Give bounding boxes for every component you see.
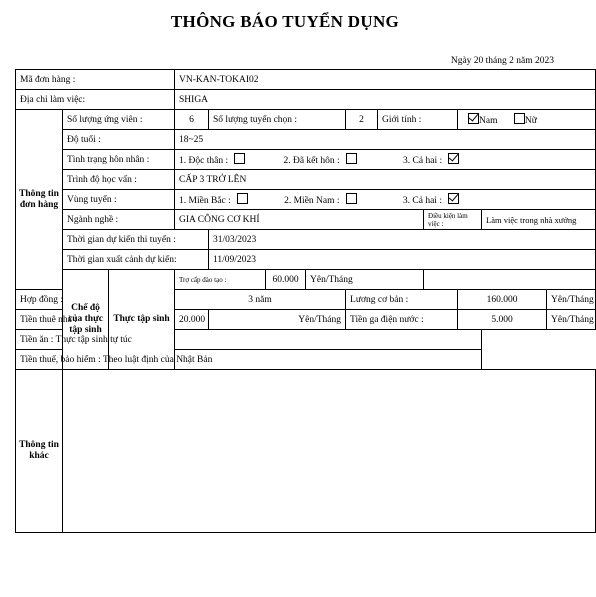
- gender-female: Nữ: [524, 116, 537, 126]
- candidates-label: Số lượng ứng viên :: [63, 110, 175, 130]
- marital-opt1: 1. Độc thân :: [179, 156, 229, 166]
- section-order-info: Thông tin đơn hàng: [16, 110, 63, 290]
- allowance-value: 60.000: [266, 270, 306, 290]
- allowance-label: Trợ cấp đào tạo :: [175, 270, 266, 290]
- food-text: Tiền ăn : Thực tập sinh tự túc: [16, 330, 482, 350]
- age-label: Độ tuổi :: [63, 130, 175, 150]
- checkbox-checked-icon[interactable]: [448, 153, 459, 164]
- condition-value: Làm việc trong nhà xưởng: [482, 210, 596, 230]
- selected-value: 2: [346, 110, 378, 130]
- checkbox-icon[interactable]: [346, 153, 357, 164]
- condition-label: Điều kiện làm việc :: [424, 210, 482, 230]
- checkbox-icon[interactable]: [237, 193, 248, 204]
- contract-label: Hợp đồng :: [16, 290, 109, 310]
- job-value: GIA CÔNG CƠ KHÍ: [175, 210, 424, 230]
- marital-label: Tình trạng hôn nhân :: [63, 150, 175, 170]
- order-code-value: VN-KAN-TOKAI02: [175, 70, 596, 90]
- rent-unit: Yên/Tháng: [209, 310, 346, 330]
- checkbox-icon[interactable]: [346, 193, 357, 204]
- region-options: [175, 190, 596, 210]
- checkbox-icon[interactable]: [514, 113, 525, 124]
- marital-opt2: 2. Đã kết hôn :: [283, 156, 340, 166]
- gender-options: [458, 110, 596, 130]
- exam-label: Thời gian dự kiến thi tuyển :: [63, 230, 209, 250]
- depart-label: Thời gian xuất cảnh dự kiến:: [63, 250, 209, 270]
- salary-label: Lương cơ bản :: [346, 290, 458, 310]
- region-opt1: 1. Miền Bắc :: [179, 196, 231, 206]
- job-label: Ngành nghề :: [63, 210, 175, 230]
- salary-value: 160.000: [458, 290, 547, 310]
- workplace-label: Địa chỉ làm việc:: [16, 90, 175, 110]
- document-title: THÔNG BÁO TUYỂN DỤNG: [170, 12, 400, 31]
- age-value: 18~25: [175, 130, 596, 150]
- depart-value: 11/09/2023: [209, 250, 596, 270]
- recruitment-table: [15, 69, 596, 533]
- utility-unit: Yên/Tháng: [547, 310, 596, 330]
- utility-label: Tiền ga điện nước :: [346, 310, 458, 330]
- gender-label: Giới tính :: [378, 110, 458, 130]
- checkbox-checked-icon[interactable]: [468, 113, 479, 124]
- tax-text: Tiền thuế, bảo hiểm : Theo luật định của Nhật Bản: [16, 350, 482, 370]
- salary-unit: Yên/Tháng: [547, 290, 596, 310]
- utility-value: 5.000: [458, 310, 547, 330]
- section-trainee: Thực tập sinh: [109, 270, 175, 370]
- checkbox-icon[interactable]: [234, 153, 245, 164]
- exam-value: 31/03/2023: [209, 230, 596, 250]
- order-code-label: Mã đơn hàng :: [16, 70, 175, 90]
- region-label: Vùng tuyển :: [63, 190, 175, 210]
- selected-label: Số lượng tuyển chọn :: [209, 110, 346, 130]
- gender-male: Nam: [479, 116, 498, 126]
- rent-value: 20.000: [175, 310, 209, 330]
- other-info-content: [63, 370, 596, 533]
- region-opt2: 2. Miền Nam :: [284, 196, 340, 206]
- workplace-value: SHIGA: [175, 90, 596, 110]
- section-other-info: Thông tin khác: [16, 370, 63, 533]
- education-label: Trình độ học vấn :: [63, 170, 175, 190]
- rent-label: Tiền thuê nhà :: [16, 310, 109, 330]
- candidates-value: 6: [175, 110, 209, 130]
- checkbox-checked-icon[interactable]: [448, 193, 459, 204]
- section-trainee-policy: Chế độ của thực tập sinh: [63, 270, 109, 370]
- contract-value: 3 năm: [175, 290, 346, 310]
- region-opt3: 3. Cả hai :: [402, 196, 442, 206]
- allowance-unit: Yên/Tháng: [306, 270, 424, 290]
- marital-opt3: 3. Cả hai :: [403, 156, 443, 166]
- document-date: Ngày 20 tháng 2 năm 2023: [450, 56, 554, 66]
- marital-options: [175, 150, 596, 170]
- education-value: CẤP 3 TRỞ LÊN: [175, 170, 596, 190]
